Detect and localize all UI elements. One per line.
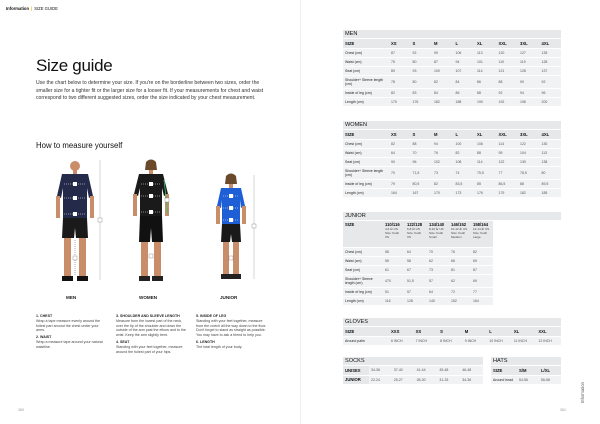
header-cell	[343, 221, 383, 247]
row-label: Seat (cm)	[343, 157, 389, 166]
table-cell: 84	[432, 88, 454, 97]
table-cell: 86	[454, 88, 476, 97]
header-cell: L	[454, 39, 476, 48]
row-label: Around palm	[343, 336, 389, 345]
table-cell: 82	[471, 247, 493, 256]
size-label: 158/164	[473, 222, 489, 227]
row-label: Chest (cm)	[343, 247, 383, 256]
header-cell: L	[487, 327, 512, 336]
table-cell: 82	[389, 139, 411, 148]
row-label: Chest (cm)	[343, 48, 389, 57]
table-cell: 76	[432, 148, 454, 157]
table-cell: 56-58	[539, 375, 561, 384]
header-cell: 4XL	[540, 39, 562, 48]
table-cell: 70	[427, 247, 449, 256]
junior-figure	[196, 158, 266, 290]
table-cell: 92	[497, 88, 519, 97]
table-cell: 41-44	[415, 366, 438, 375]
table-cell: 9 INCH	[463, 336, 488, 345]
table-cell: 107	[454, 66, 476, 75]
table-cell: 179	[497, 188, 519, 197]
table-cell: 87	[389, 48, 411, 57]
table-row	[491, 375, 561, 384]
table-cell: 93	[411, 66, 433, 75]
header-cell: 3XL	[518, 130, 540, 139]
table-header-row	[343, 39, 561, 48]
size-note: 10-12 år US Size Youth Medium	[451, 227, 468, 239]
table-cell: 119	[518, 57, 540, 66]
table-cell: 114	[475, 157, 497, 166]
table-cell: 78,5	[518, 166, 540, 179]
table-cell: 75,5	[475, 166, 497, 179]
table-cell: 80	[411, 57, 433, 66]
table-header-row	[343, 221, 493, 247]
table-cell: 106	[475, 139, 497, 148]
table-cell: 88	[475, 148, 497, 157]
table-cell: 28-30	[415, 375, 438, 384]
header-cell: SIZE	[343, 130, 389, 139]
side-tab-label: Information	[579, 382, 585, 403]
gloves-title: GLOVES	[343, 318, 561, 326]
figures-area	[36, 158, 266, 288]
breadcrumb-section: Information	[6, 5, 30, 11]
table-cell: 64	[405, 247, 427, 256]
table-cell: 61	[383, 265, 405, 274]
women-figure	[116, 158, 186, 290]
table-cell: 51,5	[405, 274, 427, 287]
table-cell: 182	[518, 188, 540, 197]
size-label: 122/128	[407, 222, 423, 227]
table-cell: 69	[471, 274, 493, 287]
table-row	[343, 75, 561, 88]
breadcrumb	[6, 4, 58, 12]
table-cell: 70	[389, 166, 411, 179]
instruction-heading: 5. INSIDE OF LEG	[196, 314, 227, 318]
table-cell: 87	[432, 57, 454, 66]
table-cell: 106	[454, 48, 476, 57]
table-cell: 99	[432, 48, 454, 57]
table-cell: 190	[475, 97, 497, 106]
table-cell: 6 INCH	[389, 336, 414, 345]
breadcrumb-page: SIZE GUIDE	[34, 5, 58, 11]
table-cell: 77	[497, 166, 519, 179]
table-cell: 80	[540, 166, 562, 179]
table-cell: 85	[475, 179, 497, 188]
table-cell: 170	[432, 188, 454, 197]
table-cell: 122	[497, 157, 519, 166]
table-cell: 114	[475, 66, 497, 75]
table-cell: 72	[449, 287, 471, 296]
size-note: 4-6 år US Size Youth XS	[385, 227, 400, 239]
row-label: JUNIOR	[343, 375, 369, 384]
table-cell: 83,5	[454, 179, 476, 188]
table-cell: 92	[540, 75, 562, 88]
table-cell: 82	[432, 179, 454, 188]
header-cell: M	[463, 327, 488, 336]
table-cell: 90	[389, 157, 411, 166]
table-cell: 96	[411, 157, 433, 166]
men-label: MEN	[66, 295, 77, 300]
header-cell: XXS	[389, 327, 414, 336]
table-row	[343, 157, 561, 166]
women-label: WOMEN	[139, 295, 158, 300]
table-row	[343, 139, 561, 148]
table-cell: 11 INCH	[512, 336, 537, 345]
table-cell: 87	[471, 265, 493, 274]
row-label: Seat (cm)	[343, 66, 389, 75]
table-row	[343, 366, 483, 375]
table-cell: 70	[411, 148, 433, 157]
table-cell: 8 INCH	[438, 336, 463, 345]
table-row	[343, 188, 561, 197]
table-cell: 101	[475, 57, 497, 66]
table-cell: 57	[405, 287, 427, 296]
size-label: 146/152	[451, 222, 467, 227]
row-label: Waist (cm)	[343, 256, 383, 265]
header-cell: XL	[512, 327, 537, 336]
table-cell: 114	[497, 139, 519, 148]
table-row	[343, 88, 561, 97]
table-cell: 62	[449, 274, 471, 287]
table-row	[343, 148, 561, 157]
table-cell: 110	[497, 57, 519, 66]
table-cell: 88	[497, 75, 519, 88]
table-cell: 71,5	[411, 166, 433, 179]
breadcrumb-separator: |	[31, 5, 33, 11]
table-header-row	[491, 366, 561, 375]
size-label: 134/140	[429, 222, 445, 227]
table-cell: 96	[540, 88, 562, 97]
table-cell: 78	[389, 75, 411, 88]
header-cell: M	[432, 130, 454, 139]
table-cell: 122	[518, 139, 540, 148]
size-note: 6-8 år US Size Youth XS	[407, 227, 422, 239]
header-cell: M	[432, 39, 454, 48]
table-row	[343, 247, 493, 256]
instructions-col-2	[116, 312, 188, 354]
table-cell: 92	[411, 48, 433, 57]
table-header-row	[343, 327, 561, 336]
table-header-row	[343, 130, 561, 139]
table-row	[343, 179, 561, 188]
measure-subtitle: How to measure yourself	[36, 141, 123, 150]
table-row	[343, 66, 561, 75]
table-cell: 173	[454, 188, 476, 197]
instructions-col-3	[196, 312, 268, 350]
gloves-size-table	[343, 318, 561, 346]
header-cell: XS	[389, 39, 411, 48]
table-cell: 192	[497, 97, 519, 106]
instruction-heading: 6. LENGTH	[196, 339, 215, 344]
table-cell: 86,5	[497, 179, 519, 188]
socks-size-table	[343, 357, 483, 385]
table-cell: 88	[518, 179, 540, 188]
header-cell: XL	[475, 130, 497, 139]
table-cell: 88	[475, 88, 497, 97]
header-cell	[383, 221, 405, 247]
table-cell: 82	[389, 88, 411, 97]
table-cell: 22-24	[369, 375, 392, 384]
table-cell: 90	[518, 75, 540, 88]
header-cell	[471, 221, 493, 247]
table-cell: 81	[449, 265, 471, 274]
table-cell: 83	[411, 88, 433, 97]
table-cell: 196	[518, 97, 540, 106]
header-cell: XS	[414, 327, 439, 336]
table-cell: 116	[383, 296, 405, 305]
table-cell: 82	[432, 75, 454, 88]
table-cell: 58	[383, 247, 405, 256]
table-cell: 86	[475, 75, 497, 88]
table-cell: 94	[518, 88, 540, 97]
header-cell	[449, 221, 471, 247]
table-cell: 76	[449, 247, 471, 256]
header-cell: S	[411, 39, 433, 48]
table-cell: 80	[411, 75, 433, 88]
row-label: Chest (cm)	[343, 139, 389, 148]
table-cell: 67	[405, 265, 427, 274]
row-label: Around head	[491, 375, 517, 384]
women-size-table	[343, 121, 561, 198]
row-label: Length (cm)	[343, 296, 383, 305]
header-cell: XXL	[497, 39, 519, 48]
table-cell: 470	[383, 274, 405, 287]
table-cell: 121	[497, 66, 519, 75]
row-label: Seat (cm)	[343, 265, 383, 274]
page-title: Size guide	[36, 56, 113, 75]
table-cell: 130	[540, 139, 562, 148]
men-title: MEN	[343, 30, 561, 38]
table-cell: 31-33	[437, 375, 460, 384]
row-label: Inside of leg (cm)	[343, 179, 389, 188]
page-divider	[300, 0, 301, 424]
instruction-text: Standing with your feet together, measure from the crotch all the way down to the floor. Don't forget to stand as straight as possible. You may have to ask a friend to help you.	[196, 318, 267, 338]
table-cell: 89,5	[540, 179, 562, 188]
table-cell: 57	[427, 274, 449, 287]
table-cell: 188	[454, 97, 476, 106]
table-cell: 200	[540, 97, 562, 106]
table-cell: 51	[383, 287, 405, 296]
table-cell: 113	[475, 48, 497, 57]
header-cell: XS	[389, 130, 411, 139]
side-tab	[579, 372, 598, 418]
instruction-text: Wrap a measure tape around your natural waistline.	[36, 339, 103, 349]
instruction-text: Wrap a tape measure evenly around the fullest part around the chest under your arms.	[36, 318, 101, 333]
row-label: Inside of leg (cm)	[343, 88, 389, 97]
row-label: Waist (cm)	[343, 57, 389, 66]
table-cell: 95	[497, 148, 519, 157]
table-cell: 182	[432, 97, 454, 106]
table-cell: 88	[411, 139, 433, 148]
table-cell: 137	[540, 66, 562, 75]
table-row	[343, 375, 483, 384]
table-cell: 127	[518, 48, 540, 57]
table-cell: 69	[471, 256, 493, 265]
header-cell	[405, 221, 427, 247]
table-cell: 62	[427, 256, 449, 265]
header-cell: SIZE	[491, 366, 517, 375]
table-cell: 167	[411, 188, 433, 197]
table-row	[343, 265, 493, 274]
table-cell: 102	[432, 157, 454, 166]
table-cell: 94	[432, 139, 454, 148]
row-label: UNISEX	[343, 366, 369, 375]
table-cell: 164	[389, 188, 411, 197]
header-cell: L/XL	[539, 366, 561, 375]
table-cell: 10 INCH	[487, 336, 512, 345]
table-cell: 75	[389, 57, 411, 66]
table-cell: 185	[540, 188, 562, 197]
table-cell: 140	[427, 296, 449, 305]
row-label: Waist (cm)	[343, 148, 389, 157]
instruction-text: The total length of your body.	[196, 344, 243, 349]
table-cell: 135	[540, 48, 562, 57]
table-cell: 130	[518, 157, 540, 166]
table-row	[343, 296, 493, 305]
women-title: WOMEN	[343, 121, 561, 129]
table-cell: 152	[449, 296, 471, 305]
table-cell: 34-36	[369, 366, 392, 375]
header-cell	[427, 221, 449, 247]
row-label: Length (cm)	[343, 188, 389, 197]
table-cell: 176	[475, 188, 497, 197]
header-cell: L	[454, 130, 476, 139]
men-figure	[40, 158, 110, 290]
table-cell: 74	[454, 166, 476, 179]
header-cell: 3XL	[518, 39, 540, 48]
table-cell: 46-48	[460, 366, 483, 375]
table-cell: 45-48	[437, 366, 460, 375]
men-size-table	[343, 30, 561, 107]
table-row	[343, 287, 493, 296]
table-cell: 37-40	[392, 366, 415, 375]
table-cell: 77	[471, 287, 493, 296]
size-note: 12-14 år US Size Youth Large	[473, 227, 490, 239]
table-cell: 55	[383, 256, 405, 265]
table-cell: 100	[432, 66, 454, 75]
table-cell: 104	[518, 148, 540, 157]
row-label: Shoulder+ Sleeve length (cm)	[343, 75, 389, 88]
table-cell: 73	[432, 166, 454, 179]
table-row	[343, 97, 561, 106]
size-label: SIZE	[345, 222, 355, 227]
table-cell: 25-27	[392, 375, 415, 384]
table-cell: 164	[471, 296, 493, 305]
header-cell: S	[438, 327, 463, 336]
junior-label: JUNIOR	[220, 295, 238, 300]
row-label: Shoulder+ Sleeve length (cm)	[343, 274, 383, 287]
instruction-heading: 1. CHEST	[36, 314, 53, 318]
row-label: Length (cm)	[343, 97, 389, 106]
instruction-text: Measure from the lowest part of the neck, over the tip of the shoulder and down the outside of the arm past the elbow and to the wrist. Keep the arm slightly bent.	[116, 318, 186, 338]
table-cell: 170	[389, 97, 411, 106]
table-cell: 176	[411, 97, 433, 106]
page-number-right: 361	[560, 408, 566, 412]
table-cell: 100	[454, 139, 476, 148]
instruction-text: Standing with your feet together, measure around the fullest part of your hips.	[116, 344, 183, 354]
header-cell: XXL	[497, 130, 519, 139]
header-cell: 4XL	[540, 130, 562, 139]
table-cell: 66	[449, 256, 471, 265]
row-label: Shoulder+ Sleeve length (cm)	[343, 166, 389, 179]
table-cell: 79	[389, 179, 411, 188]
table-cell: 113	[540, 148, 562, 157]
table-cell: 94	[454, 57, 476, 66]
table-cell: 82	[454, 148, 476, 157]
instruction-heading: 3. SHOULDER AND SLEEVE LENGTH	[116, 314, 180, 318]
table-row	[343, 57, 561, 66]
table-row	[343, 48, 561, 57]
table-cell: 54-56	[517, 375, 539, 384]
header-cell: XL	[475, 39, 497, 48]
size-label: 110/116	[385, 222, 400, 227]
instructions-col-1	[36, 312, 108, 350]
row-label: Inside of leg (cm)	[343, 287, 383, 296]
header-cell: XXL	[536, 327, 561, 336]
table-cell: 128	[405, 296, 427, 305]
hats-title: HATS	[491, 357, 561, 365]
table-cell: 108	[454, 157, 476, 166]
table-row	[343, 274, 493, 287]
table-cell: 73	[427, 265, 449, 274]
table-row	[343, 166, 561, 179]
header-cell: SIZE	[343, 39, 389, 48]
table-row	[343, 256, 493, 265]
header-cell: SIZE	[343, 327, 389, 336]
size-note: 8-10 år US Size Youth Small	[429, 227, 444, 239]
table-row	[343, 336, 561, 345]
instruction-heading: 2. WAIST	[36, 335, 52, 340]
table-cell: 89	[389, 66, 411, 75]
table-cell: 128	[540, 57, 562, 66]
table-cell: 80,5	[411, 179, 433, 188]
table-cell: 7 INCH	[414, 336, 439, 345]
page-number-left: 360	[18, 408, 24, 412]
junior-size-table	[343, 212, 561, 306]
table-cell: 34-36	[460, 375, 483, 384]
table-cell: 64	[389, 148, 411, 157]
table-cell: 58	[405, 256, 427, 265]
instruction-heading: 4. SEAT	[116, 339, 130, 344]
socks-title: SOCKS	[343, 357, 483, 365]
table-cell: 128	[518, 66, 540, 75]
intro-text: Use the chart below to determine your size. If you're on the borderline between two sizes, order the smaller size for a tighter fit or the larger size for a looser fit. If your measurements for chest and waist correspond to two different suggested sizes, order the size indicated by your chest measurement.	[36, 80, 264, 102]
table-cell: 64	[427, 287, 449, 296]
table-cell: 12 INCH	[536, 336, 561, 345]
header-cell: S	[411, 130, 433, 139]
hats-size-table	[491, 357, 561, 385]
junior-title: JUNIOR	[343, 212, 561, 220]
table-cell: 84	[454, 75, 476, 88]
table-cell: 120	[497, 48, 519, 57]
header-cell: S/M	[517, 366, 539, 375]
table-cell: 138	[540, 157, 562, 166]
